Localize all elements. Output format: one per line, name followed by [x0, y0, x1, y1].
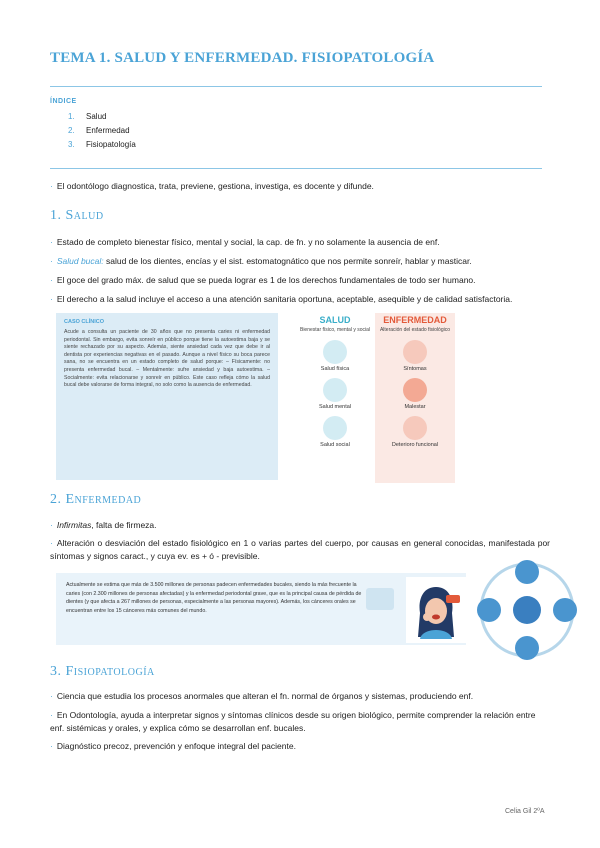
document-title: TEMA 1. SALUD Y ENFERMEDAD. FISIOPATOLOGÍA	[50, 50, 435, 66]
toc-divider	[50, 168, 542, 169]
salud-paragraph-4: · El derecho a la salud incluye el acceso a una atención sanitaria oportuna, aceptable, asequible y de calidad satisfactoria.	[50, 294, 513, 304]
toc-item[interactable]: 2. Enfermedad	[68, 126, 130, 135]
who-logo-icon	[366, 588, 394, 610]
lungs-icon	[323, 340, 347, 364]
fisiopatologia-paragraph-3: · Diagnóstico precoz, prevención y enfoque integral del paciente.	[50, 741, 296, 751]
page-footer: Celia Gil 2ºA	[505, 808, 545, 815]
clinical-case-text: Acude a consulta un paciente de 30 años que no presenta caries ni enfermedad periodontal. Sin embargo, evita sonreír en público porque tiene la autoestima baja y se siente rechazado por su aspecto. Además, siente ansiedad cada vez que debe ir al dentista por experiencias negativas en el pasado. Aunque a nivel físico su boca parece sana, no se encuentra en un estado completo de salud porque: – Físicamente: no presenta enfermedad bucal. – Mentalmente: sufre ansiedad y baja autoestima. – Socialmente: evita relacionarse y sonreír en público. Este caso refleja cómo la salud bucal debe valorarse de forma integral, no solo como la ausencia de enfermedad.	[64, 329, 270, 389]
salud-paragraph-1: · Estado de completo bienestar físico, mental y social, la cap. de fn. y no solamente la ausencia de enf.	[50, 237, 440, 247]
salud-paragraph-2: · Salud bucal: salud de los dientes, encías y el sist. estomatognático que nos permite sonreír, hablar y masticar.	[50, 256, 472, 266]
salud-item: Salud social	[320, 441, 350, 448]
sad-face-icon	[403, 378, 427, 402]
intro-paragraph: · El odontólogo diagnostica, trata, previene, gestiona, investiga, es docente y difunde.	[50, 181, 374, 191]
statistics-text: Actualmente se estima que más de 3.500 millones de personas padecen enfermedades bucales, siendo la más frecuente la caries (con 2.300 millones de personas afectadas) y la enfermedad periodontal grave, que es la principal causa de pérdida de dientes (y que afecta a 267 millones de personas, especialmente a las personas mayores). Además, los cánceres orales se encuentran entre los 15 cánceres más comunes del mundo.	[66, 582, 362, 614]
salud-enfermedad-infographic	[295, 313, 455, 483]
enfermedad-column-heading: ENFERMEDAD	[383, 315, 447, 325]
toothache-illustration-icon	[406, 577, 466, 643]
salud-column	[295, 313, 375, 483]
enfermedad-column	[375, 313, 455, 483]
enfermedad-item: Deterioro funcional	[391, 441, 439, 448]
clinical-case-box	[56, 313, 278, 480]
clinical-case-title: CASO CLÍNICO	[64, 319, 105, 325]
salud-item: Salud física	[320, 365, 350, 372]
enfermedad-item: Síntomas	[403, 365, 427, 372]
enfermedad-paragraph-2: · Alteración o desviación del estado fisiológico en 1 o varias partes del cuerpo, por causas en general conocidas, manifestada por síntomas y signos caract., y cuya ev. es + ó - previsible.	[50, 538, 550, 561]
brain-icon	[323, 378, 347, 402]
salud-column-heading: SALUD	[319, 315, 351, 325]
section-heading-fisiopatologia: 3. Fisiopatología	[50, 664, 155, 679]
seated-person-icon	[403, 416, 427, 440]
enfermedad-paragraph-1: · Infirmitas, falta de firmeza.	[50, 520, 157, 530]
cycle-diagram	[472, 555, 582, 665]
section-heading-salud: 1. Salud	[50, 208, 104, 223]
enfermedad-item: Malestar	[404, 403, 426, 410]
enfermedad-column-subtitle: Alteración del estado fisiológico	[379, 327, 451, 333]
fisiopatologia-paragraph-1: · Ciencia que estudia los procesos anormales que alteran el fn. normal de órganos y sistemas, produciendo enf.	[50, 691, 474, 701]
toc-item[interactable]: 3. Fisiopatología	[68, 140, 136, 149]
salud-paragraph-3: · El goce del grado máx. de salud que se pueda lograr es 1 de los derechos fundamentales de todo ser humano.	[50, 275, 476, 285]
section-heading-enfermedad: 2. Enfermedad	[50, 492, 142, 507]
sick-person-icon	[403, 340, 427, 364]
salud-column-subtitle: Bienestar físico, mental y social	[299, 327, 371, 333]
fisiopatologia-paragraph-2: · En Odontología, ayuda a interpretar signos y síntomas clínicos desde su origen biológico, permite comprender la relación entre enf. sistémicas y orales, y explica cómo se desarrollan enf. bucales.	[50, 710, 536, 733]
title-divider	[50, 86, 542, 87]
toc-heading: ÍNDICE	[50, 98, 77, 105]
people-icon	[323, 416, 347, 440]
statistics-box	[56, 573, 466, 645]
toc-item[interactable]: 1. Salud	[68, 112, 107, 121]
salud-item: Salud mental	[318, 403, 352, 410]
table-of-contents	[68, 110, 136, 152]
